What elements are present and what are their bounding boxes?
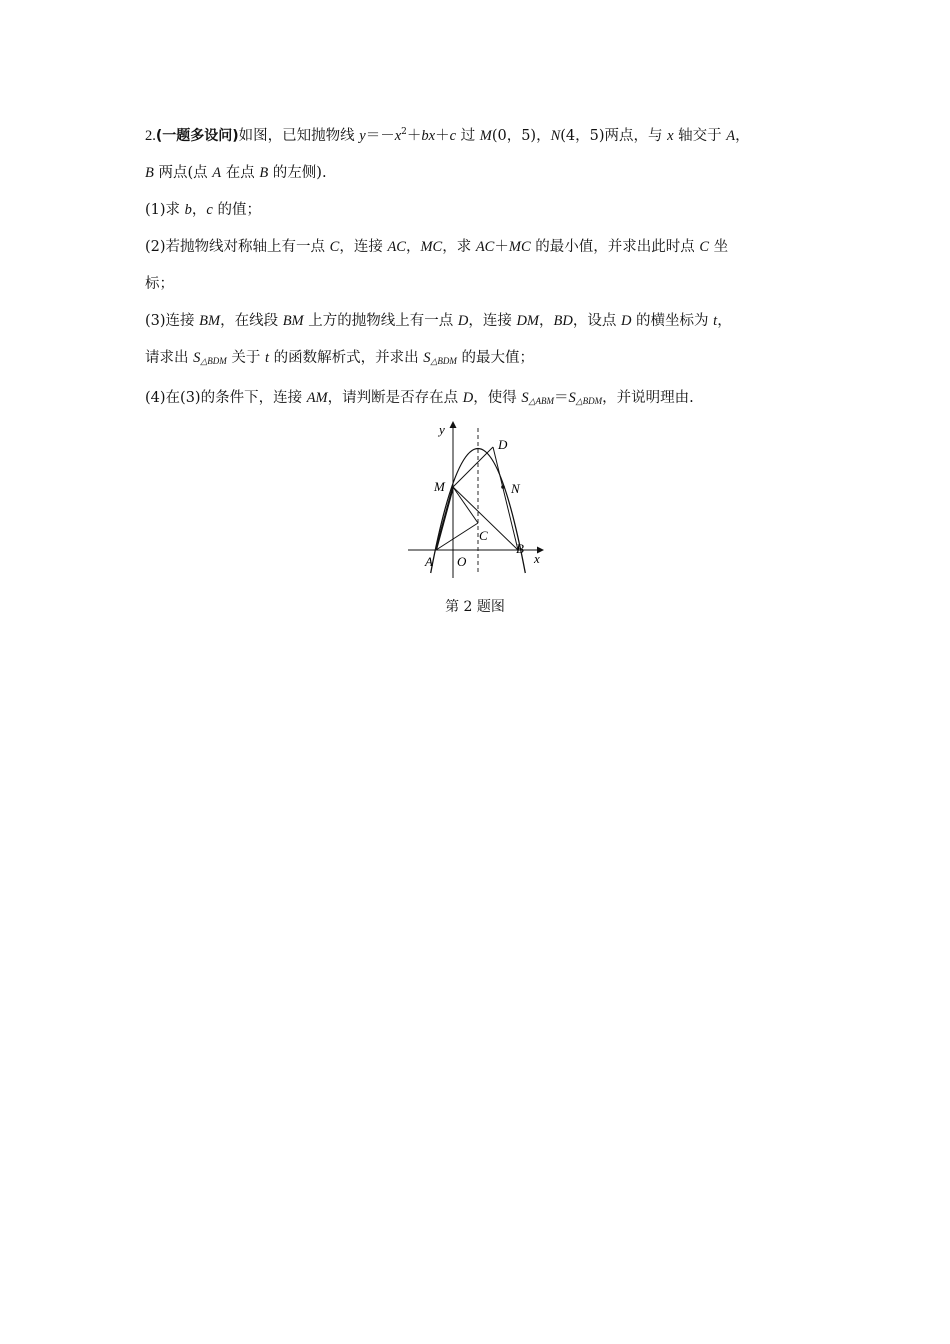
point-B: B	[145, 165, 154, 181]
text: ，连接	[468, 313, 517, 329]
text: 如图，已知抛物线	[238, 128, 360, 144]
label-O: O	[457, 554, 467, 569]
text: 请求出	[145, 350, 194, 366]
var-c: c	[449, 128, 457, 144]
segment-BM: BM	[282, 313, 304, 329]
problem-2	[145, 118, 815, 420]
text: (3)连接	[145, 313, 200, 329]
text: 轴交于	[673, 128, 727, 144]
segment-BM: BM	[199, 313, 221, 329]
question-3-cont	[145, 340, 815, 380]
label-M: M	[434, 479, 445, 494]
text: ＋	[435, 128, 450, 144]
parabola-figure	[400, 416, 550, 586]
point-N-dot	[501, 485, 505, 489]
text: 关于	[226, 350, 265, 366]
segment-DM: DM	[516, 313, 540, 329]
segment-AC: AC	[387, 239, 406, 255]
text: 上方的抛物线上有一点	[303, 313, 458, 329]
figure-caption: 第 2 题图	[445, 599, 505, 615]
var-S: S	[423, 350, 431, 366]
var-y: y	[359, 128, 366, 144]
label-C: C	[479, 528, 488, 543]
var-t: t	[265, 350, 270, 366]
text: 两点(点	[153, 165, 213, 181]
question-2-cont	[145, 266, 815, 303]
text: ，	[717, 313, 732, 329]
problem-tag: (一题多设问)	[155, 128, 239, 144]
label-x-axis: x	[534, 551, 540, 566]
text: ，	[405, 239, 421, 255]
point-N: N	[550, 128, 561, 144]
segment-AM: AM	[306, 390, 328, 406]
text: 坐	[709, 239, 729, 255]
point-B: B	[259, 165, 269, 181]
text: ，	[539, 313, 554, 329]
text: ，	[735, 128, 750, 144]
var-b: b	[184, 202, 192, 218]
text: ＝	[554, 390, 569, 406]
label-D: D	[498, 437, 508, 452]
text: 的最大值；	[456, 350, 535, 366]
text: ，请判断是否存在点	[327, 390, 463, 406]
text: 的横坐标为	[631, 313, 714, 329]
segment-MC	[453, 487, 478, 523]
text: (4，5)两点，与	[560, 128, 668, 144]
question-3	[145, 303, 815, 340]
text: 在点	[221, 165, 260, 181]
var-S: S	[568, 390, 576, 406]
text: ＋	[406, 128, 422, 144]
segment-BD: BD	[553, 313, 573, 329]
text: (4)在(3)的条件下，连接	[145, 390, 307, 406]
var-t: t	[713, 313, 718, 329]
var-S: S	[521, 390, 529, 406]
label-B: B	[516, 541, 524, 556]
var-x: x	[394, 128, 402, 144]
point-A: A	[726, 128, 736, 144]
point-D: D	[457, 313, 469, 329]
text: ，在线段	[220, 313, 283, 329]
text: ，使得	[473, 390, 522, 406]
problem-line-1	[145, 118, 815, 155]
text: 的最小值，并求出此时点	[530, 239, 700, 255]
subscript: △BDM	[575, 396, 603, 406]
text: (1)求	[145, 202, 185, 218]
point-C: C	[699, 239, 709, 255]
segment-DB	[493, 447, 518, 550]
text: 过	[456, 128, 480, 144]
text: 的值；	[212, 202, 261, 218]
var-bx: bx	[421, 128, 436, 144]
point-D: D	[620, 313, 632, 329]
var-x: x	[667, 128, 674, 144]
point-M: M	[479, 128, 492, 144]
question-2	[145, 229, 815, 266]
text: (2)若抛物线对称轴上有一点	[145, 239, 330, 255]
segment-MD	[453, 447, 493, 487]
text: ，求	[442, 239, 476, 255]
text: ，连接	[339, 239, 388, 255]
text: ＝－	[365, 128, 395, 144]
text: 的左侧).	[268, 165, 327, 181]
label-A: A	[425, 554, 433, 569]
text: (0，5)，	[491, 128, 551, 144]
text: 的函数解析式，并求出	[269, 350, 424, 366]
text: ＋	[494, 239, 509, 255]
label-N: N	[511, 481, 520, 496]
exponent: 2	[401, 127, 407, 137]
label-y-axis: y	[439, 422, 445, 437]
segment-MC: MC	[508, 239, 531, 255]
point-D: D	[462, 390, 474, 406]
point-A: A	[212, 165, 222, 181]
question-4	[145, 380, 815, 420]
text: ，并说明理由.	[602, 390, 694, 406]
text: 标；	[145, 276, 174, 292]
point-C: C	[329, 239, 340, 255]
segment-AC: AC	[475, 239, 495, 255]
problem-line-2	[145, 155, 815, 192]
var-S: S	[193, 350, 201, 366]
text: ，设点	[572, 313, 621, 329]
subscript: △BDM	[430, 356, 457, 366]
subscript: △BDM	[200, 356, 227, 366]
segment-MC: MC	[420, 239, 443, 255]
var-c: c	[206, 202, 213, 218]
text: ，	[191, 202, 207, 218]
question-1	[145, 192, 815, 229]
problem-number: 2.	[145, 128, 156, 144]
subscript: △ABM	[528, 396, 554, 406]
